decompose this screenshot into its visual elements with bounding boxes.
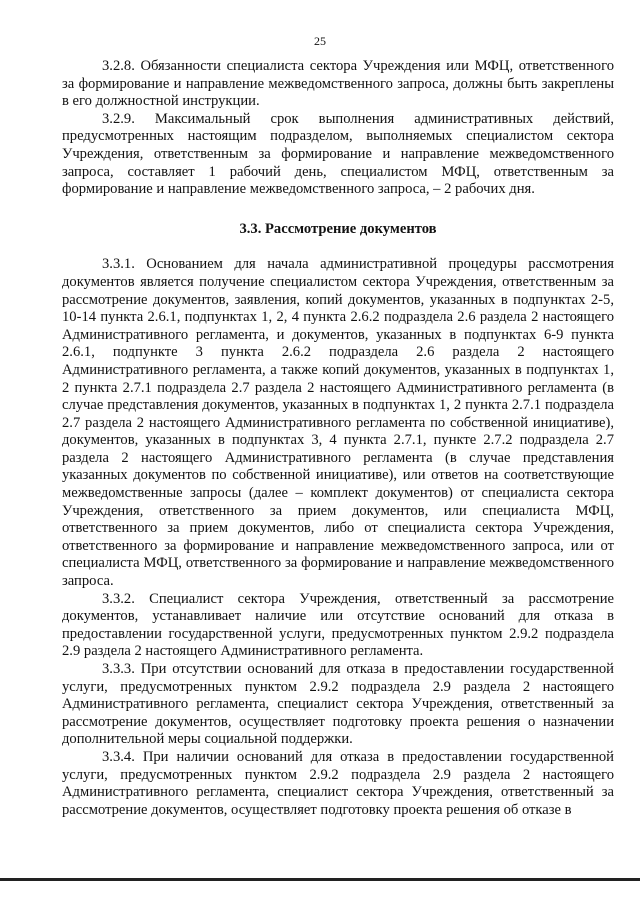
page-number: 25: [314, 34, 326, 48]
paragraph-3-3-2: 3.3.2. Специалист сектора Учреждения, ответственный за рассмотрение документов, устанавливает наличие или отсутствие оснований для отказа в предоставлении государственной услуги, предусмотренных пунктом 2.9.2 подраздела 2.9 раздела 2 настоящего Административного регламента.: [62, 590, 614, 660]
paragraph-3-2-9: 3.2.9. Максимальный срок выполнения административных действий, предусмотренных настоящим подразделом, выполняемых специалистом сектора Учреждения, ответственным за формирование и направление межведомственного запроса, составляет 1 рабочий день, специалистом МФЦ, ответственным за формирование и направление межведомственного запроса, – 2 рабочих дня.: [62, 110, 614, 198]
paragraph-3-3-1: 3.3.1. Основанием для начала административной процедуры рассмотрения документов является получение специалистом сектора Учреждения, ответственным за рассмотрение документов, заявления, копий документов, указанных в подпунктах 2-5, 10-14 пункта 2.6.1, подпунктах 1, 2, 4 пункта 2.6.2 подраздела 2.6 раздела 2 настоящего Административного регламента, и документов, указанных в подпунктах 6-9 пункта 2.6.1, подпункте 3 пункта 2.6.2 подраздела 2.6 раздела 2 настоящего Административного регламента, а также копий документов, указанных в подпунктах 1, 2 пункта 2.7.1 подраздела 2.7 раздела 2 настоящего Административного регламента (в случае представления документов, указанных в подпунктах 1, 2 пункта 2.7.1 подраздела 2.7 раздела 2 настоящего Административного регламента по собственной инициативе), документов, указанных в подпунктах 3, 4 пункта 2.7.1, пункте 2.7.2 подраздела 2.7 раздела 2 настоящего Административного регламента (в случае представления указанных документов по собственной инициативе), или ответов на соответствующие межведомственные запросы (далее – комплект документов) от специалиста сектора Учреждения, ответственного за прием документов, или специалиста МФЦ, ответственного за прием документов, либо от специалиста сектора Учреждения, ответственного за формирование и направление межведомственного запроса, или от специалиста МФЦ, ответственного за формирование и направление межведомственного запроса.: [62, 256, 614, 590]
section-heading: 3.3. Рассмотрение документов: [239, 220, 437, 237]
document-body: [62, 58, 614, 819]
paragraph-3-3-3: 3.3.3. При отсутствии оснований для отказа в предоставлении государственной услуги, предусмотренных пунктом 2.9.2 подраздела 2.9 раздела 2 настоящего Административного регламента, специалист сектора Учреждения, ответственный за рассмотрение документов, осуществляет подготовку проекта решения о назначении дополнительной меры социальной поддержки.: [62, 661, 614, 748]
paragraph-3-2-8: 3.2.8. Обязанности специалиста сектора Учреждения или МФЦ, ответственного за формирование и направление межведомственного запроса, должны быть закреплены в его должностной инструкции.: [62, 58, 614, 110]
page-bottom-rule: [0, 878, 640, 881]
paragraph-3-3-4: 3.3.4. При наличии оснований для отказа в предоставлении государственной услуги, предусмотренных пунктом 2.9.2 подраздела 2.9 раздела 2 настоящего Административного регламента, специалист сектора Учреждения, ответственный за рассмотрение документов, осуществляет подготовку проекта решения об отказе в: [62, 748, 614, 818]
